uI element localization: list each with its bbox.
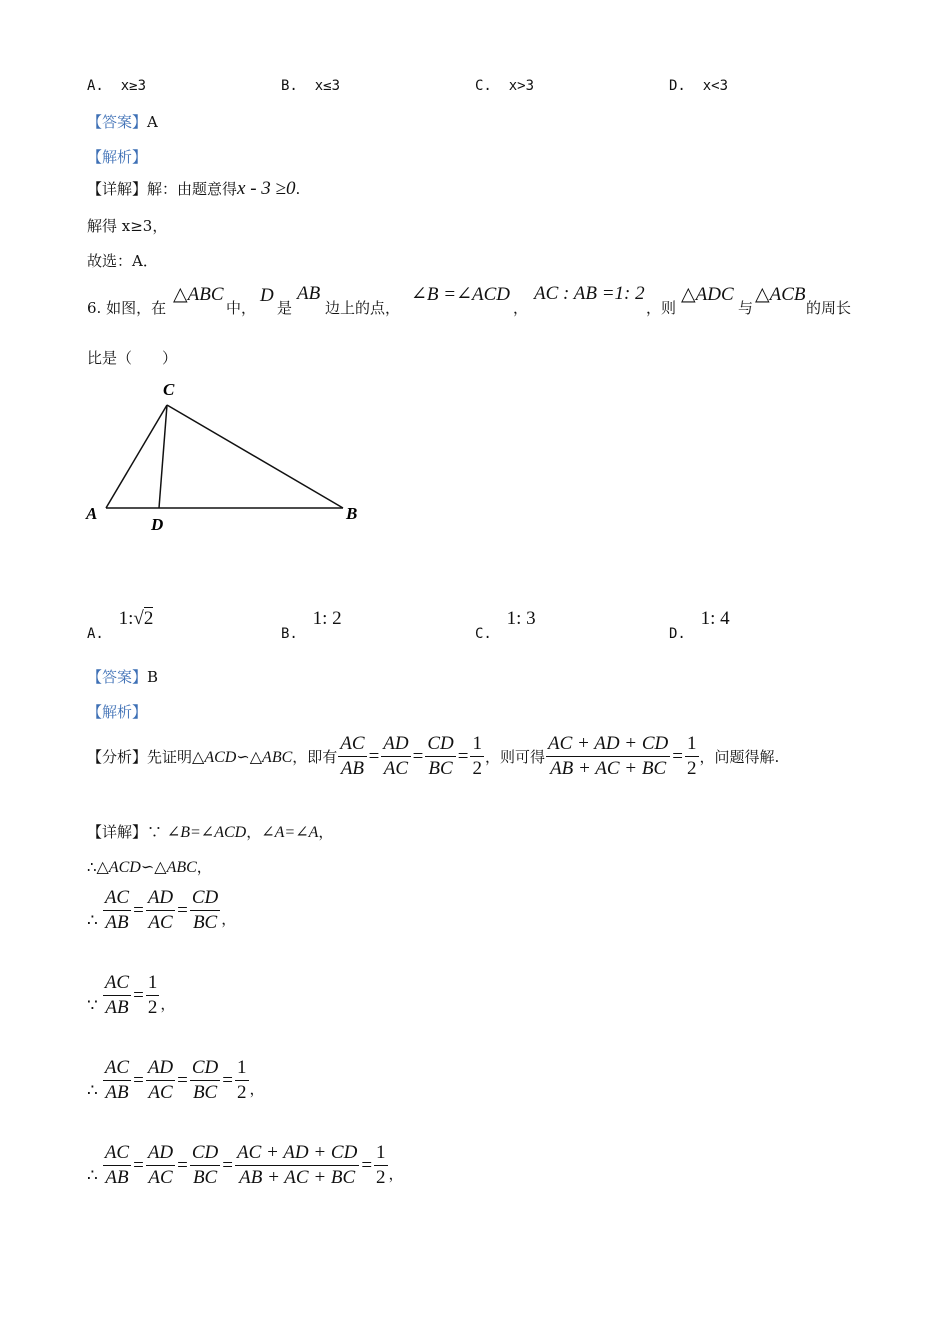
q6-option-a: A. 1:√2 xyxy=(87,608,154,642)
q6-text-ze: ，则 xyxy=(646,299,677,317)
q6-option-b: B. 1: 2 xyxy=(281,608,342,642)
label-b: B xyxy=(346,504,358,523)
label-d: D xyxy=(151,515,164,534)
q6-option-d: D. 1: 4 xyxy=(669,608,730,642)
q5-answer: 【答案】A xyxy=(87,113,158,131)
q6-fenxi: 【分析】 先证明 △ACD∽△ABC ，即有 $\frac{AC}{AB}$ = $\frac{AD}{AC}$ = $\frac{CD}{BC}$ = $\frac{1}{2}$ ，则可得 $\frac{AC + AD + CD}{AB + AC + BC}$ = $\frac{1}{2}$ ，问题得解. xyxy=(87,733,780,779)
q6-ratio-condition: AC : AB =1: 2 xyxy=(534,283,645,304)
q6-stem-line2: 比是（ ） xyxy=(87,349,178,367)
segment-ac xyxy=(106,405,167,508)
q6-text-yu: 与 xyxy=(738,299,754,317)
q6-xiangjie: 【详解】∵ ∠B=∠ACD，∠A=∠A， xyxy=(87,823,334,841)
segment-cb xyxy=(167,405,343,508)
q6-step1: ∴△ACD∽△ABC， xyxy=(87,858,212,876)
segment-cd xyxy=(159,405,167,508)
q6-triangle-abc: △ABC xyxy=(173,284,224,305)
q6-step2: ∴ $\frac{AC}{AB}$ = $\frac{AD}{AC}$ = $\frac{CD}{BC}$ ， xyxy=(87,887,237,933)
q6-triangle-figure xyxy=(80,375,380,540)
q6-analysis-label: 【解析】 xyxy=(87,703,148,721)
q6-answer: 【答案】B xyxy=(87,668,159,686)
q5-detail: 【详解】解：由题意得x - 3 ≥0. xyxy=(87,178,301,199)
q5-option-b: B. x≤3 xyxy=(281,78,341,94)
q6-triangle-adc: △ADC xyxy=(681,284,734,305)
q6-step3: ∵ $\frac{AC}{AB}$ = $\frac{1}{2}$ ， xyxy=(87,972,176,1018)
q5-option-c: C. x>3 xyxy=(475,78,535,94)
label-c: C xyxy=(163,380,175,399)
q6-step5: ∴ $\frac{AC}{AB}$ = $\frac{AD}{AC}$ = $\frac{CD}{BC}$ = $\frac{AC + AD + CD}{AB + AC + BC}$ = $\frac{1}{2}$ ， xyxy=(87,1142,404,1188)
q6-comma: ， xyxy=(513,299,529,317)
q6-number: 6. 如图，在 xyxy=(87,299,167,317)
q6-text-zhouchang: 的周长 xyxy=(806,299,852,317)
q6-step4: ∴ $\frac{AC}{AB}$ = $\frac{AD}{AC}$ = $\frac{CD}{BC}$ = $\frac{1}{2}$ ， xyxy=(87,1057,265,1103)
q5-option-d: D. x<3 xyxy=(669,78,729,94)
q6-text-shi: 是 xyxy=(277,299,293,317)
q5-choose-line: 故选：A． xyxy=(87,252,158,270)
q6-text-bianshang: 边上的点， xyxy=(325,299,401,317)
q6-triangle-acb: △ACB xyxy=(755,284,806,305)
q5-option-a: A. x≥3 xyxy=(87,78,147,94)
q6-point-d: D xyxy=(260,285,274,306)
q6-option-c: C. 1: 3 xyxy=(475,608,536,642)
q5-solve-line: 解得 x≥3， xyxy=(87,217,168,235)
q6-text-zhong: 中， xyxy=(226,299,257,317)
q6-angle-condition: ∠B =∠ACD xyxy=(411,284,511,305)
q6-segment-ab: AB xyxy=(297,283,321,304)
q5-analysis-label: 【解析】 xyxy=(87,148,148,166)
label-a: A xyxy=(86,504,98,523)
